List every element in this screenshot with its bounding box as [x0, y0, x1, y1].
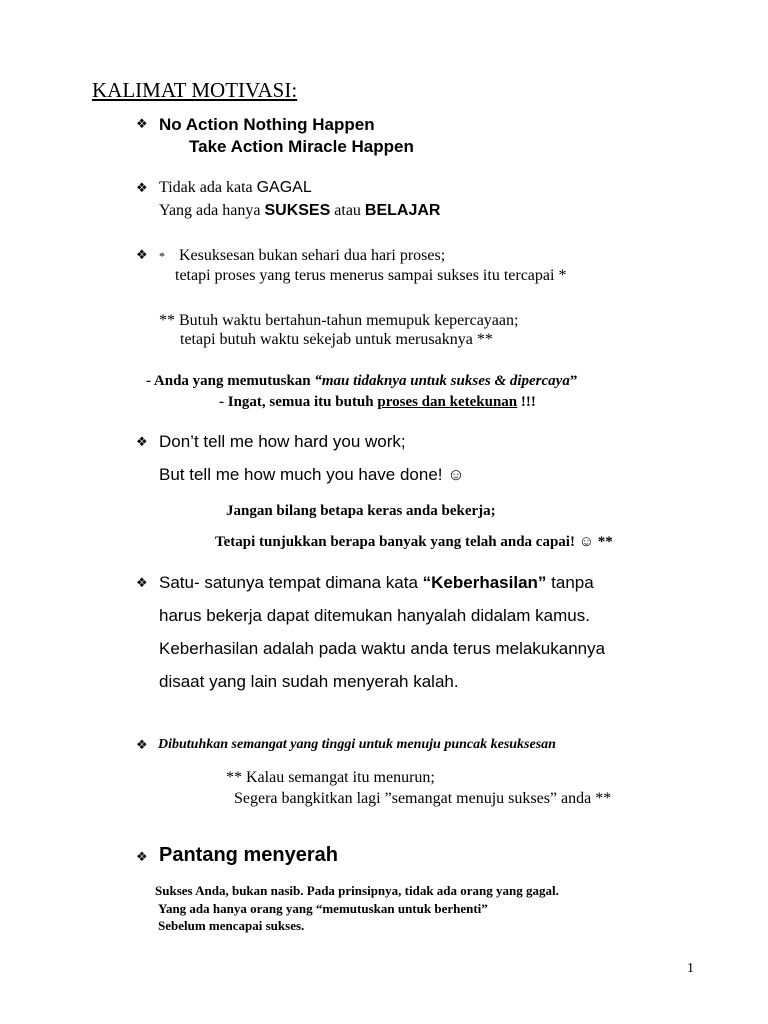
- sukses-word: SUKSES: [264, 202, 331, 219]
- sebelum-line: Sebelum mencapai sukses.: [158, 918, 305, 933]
- atau-word: atau: [330, 202, 365, 219]
- page-number: 1: [687, 961, 694, 976]
- jangan-bilang-line: Jangan bilang betapa keras anda bekerja;: [226, 503, 496, 519]
- motto-line-1: No Action Nothing Happen: [159, 115, 375, 134]
- keberhasilan-prefix: Satu- satunya tempat dimana kata: [159, 573, 423, 592]
- ingat-line: [219, 395, 536, 410]
- memutuskan-quote: “mau tidaknya untuk sukses & dipercaya: [314, 373, 570, 389]
- memutuskan-end: ”: [569, 373, 578, 389]
- memutuskan-line: [146, 374, 577, 389]
- ingat-prefix: - Ingat, semua itu butuh: [219, 394, 378, 410]
- tunjukkan-line: Tetapi tunjukkan berapa banyak yang telah anda capai! ☺ **: [215, 534, 613, 550]
- keberhasilan-post: tanpa: [546, 573, 594, 592]
- proses-line: tetapi proses yang terus menerus sampai sukses itu tercapai *: [175, 267, 567, 284]
- ingat-underlined: proses dan ketekunan: [377, 394, 518, 410]
- bullet-icon: ❖: [136, 117, 148, 132]
- dont-tell-line: Don’t tell me how hard you work;: [159, 432, 406, 451]
- merusak-line: tetapi butuh waktu sekejab untuk merusaknya **: [180, 331, 493, 348]
- sukses-anda-line: Sukses Anda, bukan nasib. Pada prinsipnya, tidak ada orang yang gagal.: [155, 883, 559, 898]
- bullet-icon: ❖: [136, 576, 148, 591]
- bullet-icon: ❖: [136, 248, 148, 263]
- keberhasilan-line-2: harus bekerja dapat ditemukan hanyalah didalam kamus.: [159, 606, 590, 625]
- bullet-icon: ❖: [136, 181, 148, 196]
- gagal-text: Tidak ada kata: [159, 179, 257, 196]
- kesuksesan-line: Kesuksesan bukan sehari dua hari proses;: [179, 247, 446, 264]
- motto-line-2: Take Action Miracle Happen: [189, 137, 414, 156]
- gagal-line: [159, 180, 312, 196]
- page-title: KALIMAT MOTIVASI:: [92, 78, 298, 102]
- but-tell-line: But tell me how much you have done! ☺: [159, 465, 465, 484]
- memutuskan-prefix: - Anda yang memutuskan: [146, 373, 315, 389]
- keberhasilan-bold: “Keberhasilan”: [422, 573, 547, 592]
- bangkitkan-line: Segera bangkitkan lagi ”semangat menuju sukses” anda **: [234, 790, 612, 807]
- bullet-icon: ❖: [136, 738, 148, 753]
- sukses-prefix: Yang ada hanya: [159, 202, 265, 219]
- star-mark: *: [159, 249, 165, 263]
- kepercayaan-line: ** Butuh waktu bertahun-tahun memupuk kepercayaan;: [159, 312, 519, 329]
- semangat-heading: Dibutuhkan semangat yang tinggi untuk menuju puncak kesuksesan: [158, 737, 556, 752]
- sukses-belajar-line: [159, 203, 440, 219]
- keberhasilan-line-4: disaat yang lain sudah menyerah kalah.: [159, 672, 459, 691]
- gagal-word: GAGAL: [256, 179, 312, 196]
- yang-ada-line: Yang ada hanya orang yang “memutuskan untuk berhenti”: [158, 901, 488, 916]
- belajar-word: BELAJAR: [364, 202, 441, 219]
- pantang-menyerah-heading: Pantang menyerah: [159, 844, 338, 866]
- keberhasilan-line-3: Keberhasilan adalah pada waktu anda terus melakukannya: [159, 639, 606, 658]
- bullet-icon: ❖: [136, 435, 148, 450]
- ingat-end: !!!: [517, 394, 536, 410]
- keberhasilan-line-1: [159, 574, 594, 591]
- kalau-semangat-line: ** Kalau semangat itu menurun;: [226, 769, 435, 786]
- bullet-icon: ❖: [136, 850, 148, 865]
